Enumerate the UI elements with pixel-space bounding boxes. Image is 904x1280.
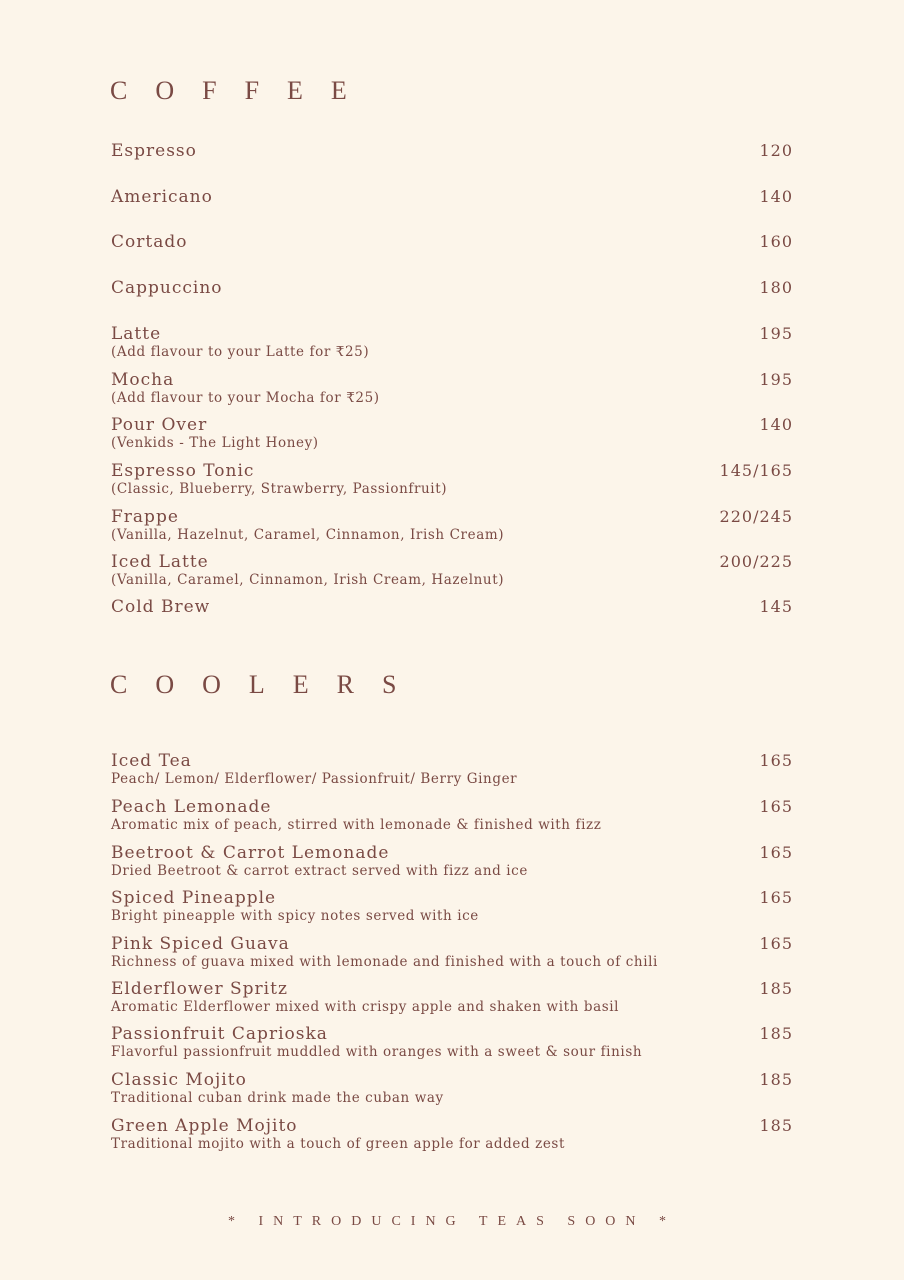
item-name: Cappuccino xyxy=(111,278,223,298)
item-price: 165 xyxy=(759,797,793,816)
menu-item-pour-over xyxy=(111,415,793,451)
item-name: Iced Tea xyxy=(111,751,192,771)
item-name: Pink Spiced Guava xyxy=(111,934,290,954)
item-description: (Add flavour to your Mocha for ₹25) xyxy=(111,390,380,406)
item-price: 165 xyxy=(759,751,793,770)
item-price: 185 xyxy=(759,1024,793,1043)
item-description: Peach/ Lemon/ Elderflower/ Passionfruit/ Berry Ginger xyxy=(111,771,518,787)
item-price: 185 xyxy=(759,979,793,998)
menu-item-espresso xyxy=(111,141,793,161)
menu-item-americano xyxy=(111,187,793,207)
item-price: 195 xyxy=(759,370,793,389)
coolers-section-title: COOLERS xyxy=(110,670,425,699)
item-name: Espresso Tonic xyxy=(111,461,255,481)
item-name: Americano xyxy=(111,187,213,207)
item-name: Espresso xyxy=(111,141,197,161)
coffee-section-title: COFFEE xyxy=(110,76,375,105)
item-description: (Vanilla, Hazelnut, Caramel, Cinnamon, Irish Cream) xyxy=(111,527,505,543)
item-name: Latte xyxy=(111,324,162,344)
menu-item-classic-mojito xyxy=(111,1070,793,1106)
item-description: Traditional mojito with a touch of green apple for added zest xyxy=(111,1136,565,1152)
item-price: 185 xyxy=(759,1116,793,1135)
item-description: Bright pineapple with spicy notes served with ice xyxy=(111,908,479,924)
item-description: Aromatic Elderflower mixed with crispy apple and shaken with basil xyxy=(111,999,620,1015)
item-name: Beetroot & Carrot Lemonade xyxy=(111,843,390,863)
item-name: Passionfruit Caprioska xyxy=(111,1024,328,1044)
menu-item-pink-spiced-guava xyxy=(111,934,793,970)
menu-item-iced-latte xyxy=(111,552,793,588)
item-name: Peach Lemonade xyxy=(111,797,272,817)
item-price: 145 xyxy=(759,597,793,616)
item-price: 165 xyxy=(759,888,793,907)
item-name: Cold Brew xyxy=(111,597,211,617)
menu-item-mocha xyxy=(111,370,793,406)
item-price: 220/245 xyxy=(719,507,793,526)
menu-item-cortado xyxy=(111,232,793,252)
item-price: 140 xyxy=(759,415,793,434)
menu-item-passionfruit-caprioska xyxy=(111,1024,793,1060)
menu-item-frappe xyxy=(111,507,793,543)
menu-item-cold-brew xyxy=(111,597,793,617)
item-price: 160 xyxy=(759,232,793,251)
item-description: Traditional cuban drink made the cuban way xyxy=(111,1090,444,1106)
teas-coming-soon-note: * INTRODUCING TEAS SOON * xyxy=(227,1214,677,1229)
menu-item-cappuccino xyxy=(111,278,793,298)
item-description: Flavorful passionfruit muddled with oranges with a sweet & sour finish xyxy=(111,1044,643,1060)
item-description: Richness of guava mixed with lemonade and finished with a touch of chili xyxy=(111,954,658,970)
item-price: 120 xyxy=(759,141,793,160)
item-price: 185 xyxy=(759,1070,793,1089)
menu-item-spiced-pineapple xyxy=(111,888,793,924)
item-price: 180 xyxy=(759,278,793,297)
menu-item-elderflower-spritz xyxy=(111,979,793,1015)
menu-item-latte xyxy=(111,324,793,360)
item-name: Frappe xyxy=(111,507,179,527)
menu-item-espresso-tonic xyxy=(111,461,793,497)
item-description: Aromatic mix of peach, stirred with lemonade & finished with fizz xyxy=(111,817,602,833)
menu-item-beetroot-carrot-lemonade xyxy=(111,843,793,879)
item-description: Dried Beetroot & carrot extract served with fizz and ice xyxy=(111,863,528,879)
menu-item-green-apple-mojito xyxy=(111,1116,793,1152)
item-price: 145/165 xyxy=(719,461,793,480)
item-name: Elderflower Spritz xyxy=(111,979,288,999)
item-name: Pour Over xyxy=(111,415,208,435)
item-name: Classic Mojito xyxy=(111,1070,247,1090)
menu-item-peach-lemonade xyxy=(111,797,793,833)
item-price: 195 xyxy=(759,324,793,343)
item-description: (Classic, Blueberry, Strawberry, Passionfruit) xyxy=(111,481,448,497)
item-name: Green Apple Mojito xyxy=(111,1116,298,1136)
item-price: 165 xyxy=(759,934,793,953)
item-price: 165 xyxy=(759,843,793,862)
item-name: Iced Latte xyxy=(111,552,209,572)
item-description: (Vanilla, Caramel, Cinnamon, Irish Cream, Hazelnut) xyxy=(111,572,505,588)
item-description: (Venkids - The Light Honey) xyxy=(111,435,319,451)
item-price: 140 xyxy=(759,187,793,206)
item-name: Spiced Pineapple xyxy=(111,888,277,908)
item-description: (Add flavour to your Latte for ₹25) xyxy=(111,344,370,360)
menu-item-iced-tea xyxy=(111,751,793,787)
item-name: Cortado xyxy=(111,232,188,252)
item-name: Mocha xyxy=(111,370,175,390)
item-price: 200/225 xyxy=(719,552,793,571)
